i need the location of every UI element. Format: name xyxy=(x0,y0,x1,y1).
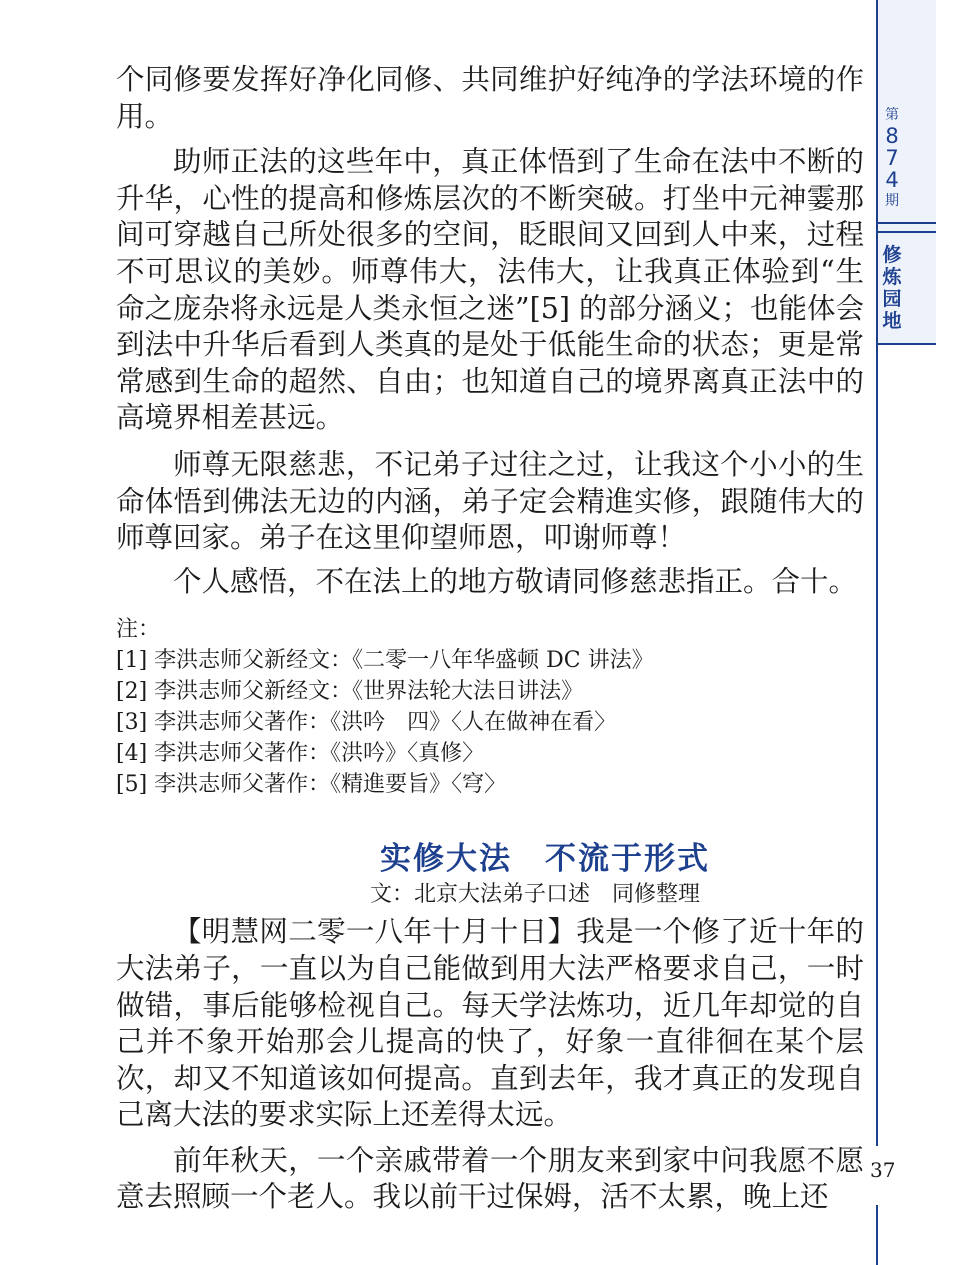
issue-digit: 8 xyxy=(885,124,899,148)
sidebar-divider-top xyxy=(876,222,936,224)
article-paragraph: 【明慧网二零一八年十月十日】我是一个修了近十年的大法弟子，一直以为自己能做到用大法严格要求自己，一时做错，事后能够检视自己。每天学法炼功，近几年却觉的自己并不象开始那会儿提高的快了，好象一直徘徊在某个层次，却又不知道该如何提高。直到去年，我才真正的发现自己离大法的要求实际上还差得太远。 xyxy=(116,915,864,1132)
issue-digit: 4 xyxy=(885,168,899,192)
column-char: 园 xyxy=(882,288,902,310)
footnote-item: [4] 李洪志师父著作：《洪吟》〈真修〉 xyxy=(116,741,485,767)
sidebar-divider-second xyxy=(876,231,936,233)
article-title: 实修大法 不流于形式 xyxy=(380,841,710,878)
issue-digit: 7 xyxy=(885,146,899,170)
column-char: 修 xyxy=(882,244,902,266)
issue-suffix: 期 xyxy=(885,193,899,209)
page-number: 37 xyxy=(870,1158,896,1182)
issue-prefix: 第 xyxy=(885,107,899,123)
column-char: 地 xyxy=(882,310,902,332)
column-name xyxy=(878,244,906,332)
paragraph: 助师正法的这些年中，真正体悟到了生命在法中不断的升华，心性的提高和修炼层次的不断突破。打坐中元神霎那间可穿越自己所处很多的空间，眨眼间又回到人中来，过程不可思议的美妙。师尊伟大，法伟大，让我真正体验到“生命之庞杂将永远是人类永恒之迷”[5] 的部分涵义；也能体会到法中升华后看到人类真的是处于低能生命的状态；更是常常感到生命的超然、自由；也知道自己的境界离真正法中的高境界相差甚远。 xyxy=(116,145,865,435)
paragraph: 师尊无限慈悲，不记弟子过往之过，让我这个小小的生命体悟到佛法无边的内涵，弟子定会精進实修，跟随伟大的师尊回家。弟子在这里仰望师恩，叩谢师尊！ xyxy=(116,447,864,555)
footnote-item: [3] 李洪志师父著作：《洪吟 四》〈人在做神在看〉 xyxy=(116,710,617,736)
article-byline: 文：北京大法弟子口述 同修整理 xyxy=(369,882,700,908)
footnotes xyxy=(116,614,864,800)
sidebar-divider-bottom xyxy=(876,343,936,345)
footnote-item: [5] 李洪志师父著作：《精進要旨》〈穹〉 xyxy=(116,772,507,798)
issue-number xyxy=(878,105,906,211)
main-content xyxy=(116,62,864,1216)
article-paragraph: 前年秋天，一个亲戚带着一个朋友来到家中问我愿不愿意去照顾一个老人。我以前干过保姆，活不太累，晚上还 xyxy=(116,1143,864,1214)
column-char: 炼 xyxy=(882,266,902,288)
footnote-item: [1] 李洪志师父新经文：《二零一八年华盛顿 DC 讲法》 xyxy=(116,648,654,674)
footnote-item: [2] 李洪志师父新经文：《世界法轮大法日讲法》 xyxy=(116,679,584,705)
sidebar-vertical-rule-bottom xyxy=(876,1205,878,1265)
paragraph: 个人感悟，不在法上的地方敬请同修慈悲指正。合十。 xyxy=(173,564,858,598)
paragraph-continued: 个同修要发挥好净化同修、共同维护好纯净的学法环境的作用。 xyxy=(116,63,864,133)
footnotes-label: 注： xyxy=(116,617,161,643)
